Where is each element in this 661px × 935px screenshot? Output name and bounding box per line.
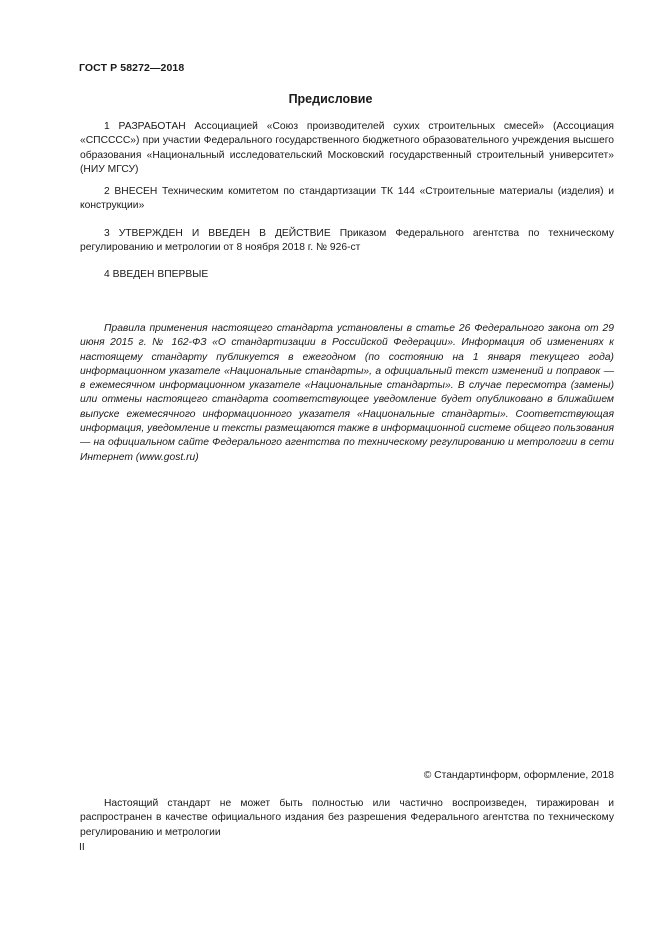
application-rules-note: Правила применения настоящего стандарта установлены в статье 26 Федерального закона от 29 июня 2015 г. № 162-ФЗ «О стандартизации в Российской Федерации». Информация об изменениях к настоящему стандарту публикуется в ежегодном (по состоянию на 1 января текущего года) информационном указателе «Национальные стандарты», а официальный текст изменений и поправок — в ежемесячном информационном указателе «Национальные стандарты». В случае пересмотра (замены) или отмены настоящего стандарта соответствующее уведомление будет опубликовано в ближайшем выпуске ежемесячного информационного указателя «Национальные стандарты». Соответствующая информация, уведомление и тексты размещаются также в информационной системе общего пользования — на официальном сайте Федерального агентства по техническому регулированию и метрологии в сети Интернет (www.gost.ru) (80, 323, 614, 463)
preface-title: Предисловие (288, 92, 373, 106)
copyright-line: © Стандартинформ, оформление, 2018 (423, 770, 614, 781)
preface-clause-3: 3 УТВЕРЖДЕН И ВВЕДЕН В ДЕЙСТВИЕ Приказом Федерального агентства по техническому регулированию и метрологии от 8 ноября 2018 г. № 926-ст (80, 228, 614, 254)
reproduction-rights-notice: Настоящий стандарт не может быть полностью или частично воспроизведен, тиражирован и распространен в качестве официального издания без разрешения Федерального агентства по техническому регулированию и метрологии (80, 798, 614, 838)
preface-clause-1: 1 РАЗРАБОТАН Ассоциацией «Союз производителей сухих строительных смесей» (Ассоциация «СПСССС») при участии Федерального государственного бюджетного образовательного учреждения высшего образования «Национальный исследовательский Московский государственный строительный университет» (НИУ МГСУ) (80, 121, 614, 175)
preface-clause-4: 4 ВВЕДЕН ВПЕРВЫЕ (104, 269, 209, 280)
preface-clause-2: 2 ВНЕСЕН Техническим комитетом по стандартизации ТК 144 «Строительные материалы (изделия) и конструкции» (80, 186, 614, 212)
page-number: II (79, 842, 85, 853)
standard-designation: ГОСТ Р 58272—2018 (79, 62, 185, 74)
